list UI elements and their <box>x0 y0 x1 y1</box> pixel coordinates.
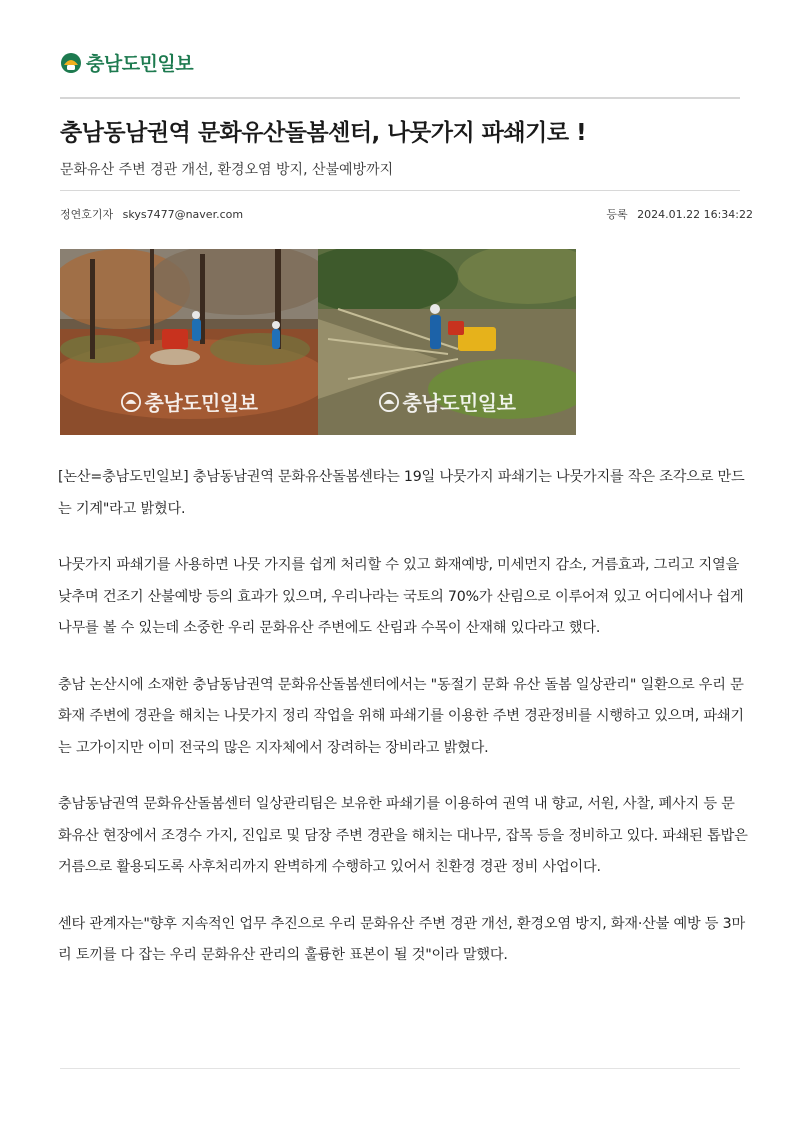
watermark-icon <box>121 392 141 412</box>
masthead-title: 충남도민일보 <box>86 53 194 75</box>
registered-label: 등록 <box>606 208 628 221</box>
title-divider <box>60 190 740 191</box>
registered-date <box>606 206 753 222</box>
article-paragraph: 충남동남권역 문화유산돌봄센터 일상관리팀은 보유한 파쇄기를 이용하여 권역 내 향교, 서원, 사찰, 폐사지 등 문화유산 현장에서 조경수 가지, 진입로 및 담장 주변 경관을 해치는 대나무, 잡목 등을 정비하고 있다. 파쇄된 톱밥은 거름으로 활용되도록 사후처리까지 완벽하게 수행하고 있어서 친환경 경관 정비 사업이다. <box>58 796 748 875</box>
footer-divider <box>60 1068 740 1069</box>
article-paragraph: 센타 관계자는"향후 지속적인 업무 추진으로 우리 문화유산 주변 경관 개선, 환경오염 방지, 화재·산불 예방 등 3마리 토끼를 다 잡는 우리 문화유산 관리의 훌륭한 표본이 될 것"이라 말했다. <box>58 915 745 963</box>
article-photo-right[interactable] <box>318 249 576 435</box>
reporter-name: 정연호기자 <box>60 208 114 221</box>
photo-watermark-left <box>60 387 318 416</box>
article-photo-left[interactable] <box>60 249 318 435</box>
article-subheadline: 문화유산 주변 경관 개선, 환경오염 방지, 산불예방까지 <box>60 162 394 178</box>
article-paragraph: [논산=충남도민일보] 충남동남권역 문화유산돌봄센타는 19일 나뭇가지 파쇄기는 나뭇가지를 작은 조각으로 만드는 기계"라고 밝혔다. <box>58 469 745 517</box>
article-paragraph: 나뭇가지 파쇄기를 사용하면 나뭇 가지를 쉽게 처리할 수 있고 화재예방, 미세먼지 감소, 거름효과, 그리고 지열을 낮추며 건조기 산불예방 등의 효과가 있으며, 우리나라는 국토의 70%가 산림으로 이루어져 있고 어디에서나 쉽게 나무를 볼 수 있는데 소중한 우리 문화유산 주변에도 산림과 수목이 산재해 있다라고 했다. <box>58 557 744 636</box>
watermark-text: 충남도민일보 <box>144 391 258 415</box>
registered-datetime: 2024.01.22 16:34:22 <box>637 208 753 221</box>
watermark-text: 충남도민일보 <box>402 391 516 415</box>
header-divider <box>60 97 740 99</box>
photo-watermark-right <box>318 387 576 416</box>
article-headline: 충남동남권역 문화유산돌봄센터, 나뭇가지 파쇄기로 ! <box>60 120 587 146</box>
logo-icon <box>60 52 82 74</box>
masthead-logo[interactable] <box>60 49 193 76</box>
article-body <box>58 462 748 997</box>
byline <box>60 206 243 222</box>
article-paragraph: 충남 논산시에 소재한 충남동남권역 문화유산돌봄센터에서는 "동절기 문화 유산 돌봄 일상관리" 일환으로 우리 문화재 주변에 경관을 해치는 나뭇가지 정리 작업을 위해 파쇄기를 이용한 주변 경관정비를 시행하고 있으며, 파쇄기는 고가이지만 이미 전국의 많은 지자체에서 장려하는 장비라고 밝혔다. <box>58 676 744 756</box>
watermark-icon <box>379 392 399 412</box>
reporter-email[interactable]: skys7477@naver.com <box>122 208 244 221</box>
